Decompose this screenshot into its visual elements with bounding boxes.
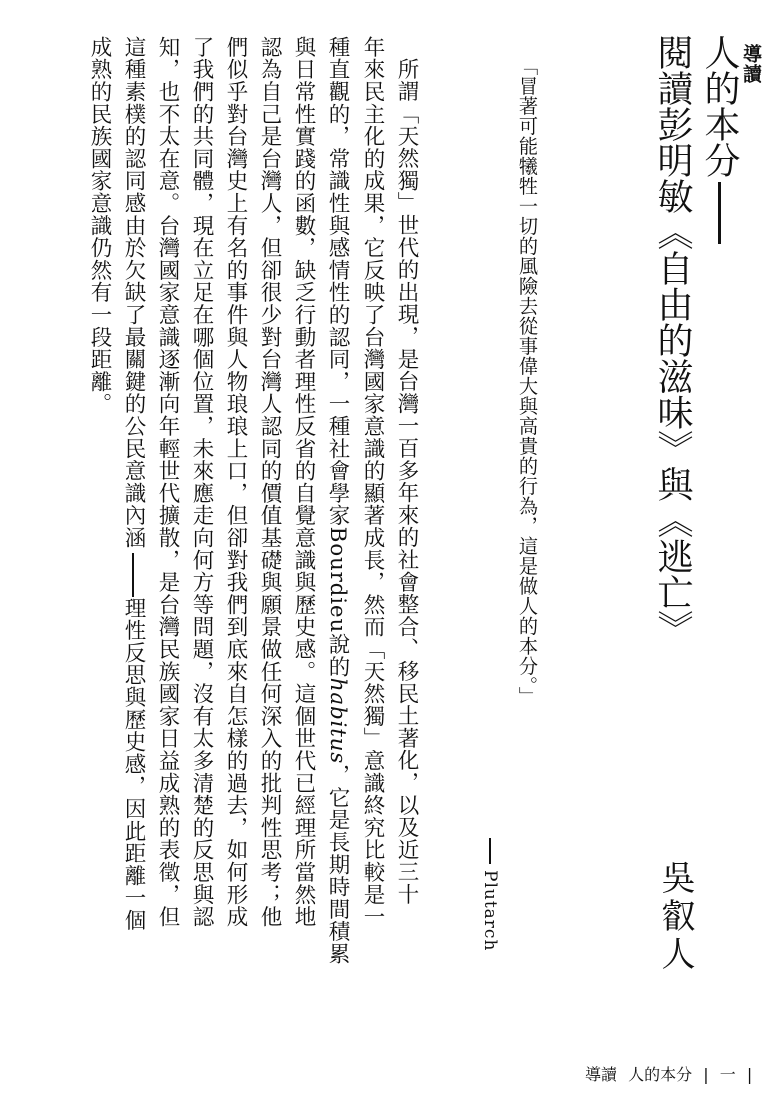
body-line-8: 知，也不太在意。台灣國家意識逐漸向年輕世代擴散，是台灣民族國家日益成熟的表徵，但 xyxy=(155,36,180,928)
body-line-5: 認為自己是台灣人，但卻很少對台灣人認同的價值基礎與願景做任何深入的批判性思考；他 xyxy=(257,36,282,928)
section-label: 導讀 xyxy=(740,44,762,84)
body-line-3-part-e: ，它是長期時間積累 xyxy=(325,764,350,965)
body-line-9 xyxy=(118,36,149,931)
attribution-dash xyxy=(489,838,491,864)
page-footer xyxy=(585,1062,758,1085)
title-line-1 xyxy=(694,34,745,244)
body-line-1: 所謂「天然獨」世代的出現，是台灣一百多年來的社會整合、移民土著化，以及近三十 xyxy=(394,58,419,906)
body-line-7: 了我們的共同體，現在立足在哪個位置，未來應走向何方等問題，沒有太多清楚的反思與認 xyxy=(189,36,214,928)
body-line-3-part-a: 種直觀的，常識性與感情性的認同，一種社會學家 xyxy=(325,36,350,527)
body-line-9-part-a: 這種素樸的認同感由於欠缺了最關鍵的公民意識內涵 xyxy=(121,36,146,549)
epigraph-attribution xyxy=(480,838,500,951)
term-habitus: habitus xyxy=(325,677,350,765)
epigraph-quote: 「冒著可能犧牲一切的風險去從事偉大與高貴的行為，這是做人的本分。」 xyxy=(516,56,539,707)
body-line-6: 們似乎對台灣史上有名的事件與人物琅琅上口，但卻對我們到底來自怎樣的過去，如何形成 xyxy=(223,36,248,928)
body-line-3 xyxy=(322,36,353,965)
footer-separator: | xyxy=(703,1065,709,1084)
body-line-9-part-b: 理性反思與歷史感，因此距離一個 xyxy=(121,596,146,932)
term-bourdieu: Bourdieu xyxy=(325,526,350,634)
body-line-3-part-c: 說的 xyxy=(325,633,350,678)
body-line-2: 年來民主化的成果，它反映了台灣國家意識的顯著成長，然而「天然獨」意識終究比較是一 xyxy=(360,36,385,928)
footer-title: 人的本分 xyxy=(628,1065,693,1084)
author-name: 吳叡人 xyxy=(655,860,695,974)
title-dash xyxy=(718,182,721,244)
body-line-10: 成熟的民族國家意識仍然有一段距離。 xyxy=(87,36,112,416)
footer-separator-end: | xyxy=(746,1065,753,1084)
footer-section: 導讀 xyxy=(585,1065,618,1084)
attribution-name: Plutarch xyxy=(480,870,500,952)
title-line-1-text: 人的本分 xyxy=(699,34,740,178)
footer-page-number: 一 xyxy=(719,1065,736,1084)
body-line-4: 與日常性實踐的函數，缺乏行動者理性反省的自覺意識與歷史感。這個世代已經理所當然地 xyxy=(291,36,316,928)
body-em-dash xyxy=(132,553,134,597)
title-line-2: 閱讀彭明敏《自由的滋味》與《逃亡》 xyxy=(652,34,693,646)
